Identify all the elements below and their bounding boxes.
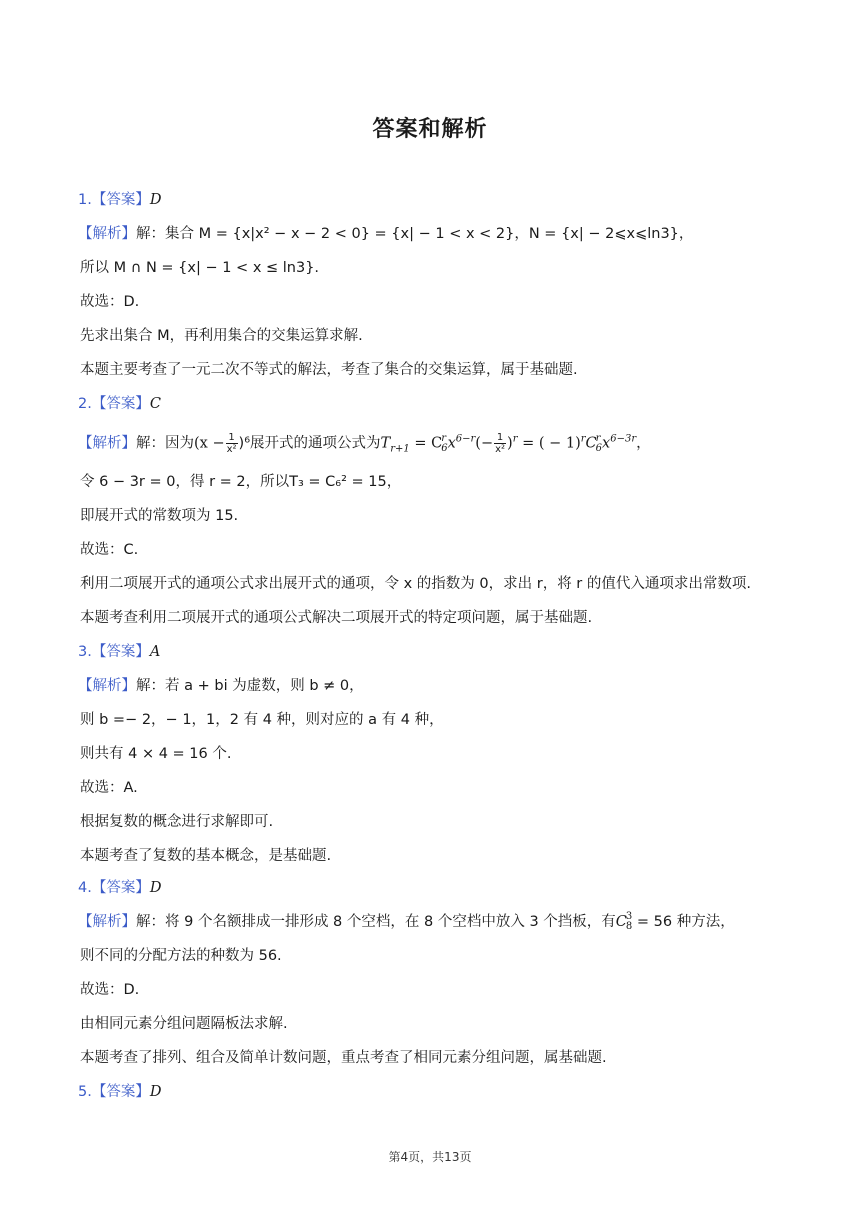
q3-analysis-line-1	[78, 676, 364, 696]
q4-answer: D	[149, 880, 162, 896]
q2-x-sup: 6−r	[455, 433, 476, 445]
q1-line-4: 先求出集合 M，再利用集合的交集运算求解.	[80, 328, 363, 344]
answer-tag: 【答案】	[91, 644, 150, 660]
q2-term-T-sub: r+1	[390, 443, 410, 455]
q2-line-4: 故选：C.	[80, 542, 139, 558]
q2-minus-one-sup: r	[580, 433, 586, 445]
q4-C: C	[615, 914, 627, 930]
q3-answer: A	[149, 644, 161, 660]
q3-line-2: 则 b =− 2，− 1，1，2 有 4 种，则对应的 a 有 4 种，	[80, 712, 444, 728]
q5-answer: D	[149, 1084, 162, 1100]
q2-neg-open: (−	[475, 435, 494, 452]
q4-number: 4.	[78, 880, 92, 896]
analysis-tag: 【解析】	[78, 678, 136, 694]
q2-fraction-2	[494, 432, 506, 455]
q1-text-1: 解：集合 M = {x|x² − x − 2 < 0} = {x| − 1 < x < 2}，N = {x| − 2⩽x⩽ln3}，	[136, 226, 694, 242]
q4-line-4: 由相同元素分组问题隔板法求解.	[80, 1016, 288, 1032]
q2-answer: C	[149, 396, 161, 412]
q4-text-1a: 解：将 9 个名额排成一排形成 8 个空档，在 8 个空档中放入 3 个挡板，有	[136, 914, 616, 930]
q2-minus-one: = ( − 1)	[517, 435, 581, 452]
fraction-denominator: x²	[226, 444, 237, 455]
sub: 8	[625, 921, 633, 932]
q3-line-3: 则共有 4 × 4 = 16 个.	[80, 746, 232, 762]
sub: 6	[441, 442, 448, 454]
answer-tag: 【答案】	[91, 192, 150, 208]
q1-analysis-line-1	[78, 224, 693, 244]
q4-line-3: 故选：D.	[80, 982, 140, 998]
q1-answer: D	[149, 192, 162, 208]
q2-x2: x	[602, 435, 611, 452]
q3-line-5: 根据复数的概念进行求解即可.	[80, 814, 274, 830]
answer-tag: 【答案】	[91, 1084, 150, 1100]
q1-line-5: 本题主要考查了一元二次不等式的解法，考查了集合的交集运算，属于基础题.	[80, 362, 578, 378]
q4-answer-line	[78, 878, 161, 898]
page-title: 答案和解析	[372, 117, 488, 142]
q2-eq-C: = C	[409, 435, 443, 452]
page-footer: 第4页，共13页	[388, 1150, 472, 1164]
q2-answer-line	[78, 394, 161, 414]
q4-line-5: 本题考查了排列、组合及简单计数问题，重点考查了相同元素分组问题，属基础题.	[80, 1050, 607, 1066]
q2-text-1a: 解：因为	[136, 435, 194, 452]
sub: 6	[595, 442, 603, 454]
q3-line-6: 本题考查了复数的基本概念，是基础题.	[80, 848, 332, 864]
answer-tag: 【答案】	[91, 396, 150, 412]
q3-text-1: 解：若 a + bi 为虚数，则 b ≠ 0，	[136, 678, 364, 694]
q2-line-3: 即展开式的常数项为 15.	[80, 508, 239, 524]
q3-answer-line	[78, 642, 160, 662]
q2-number: 2.	[78, 396, 92, 412]
q2-comma: ，	[636, 435, 651, 452]
q5-answer-line	[78, 1082, 161, 1102]
q2-x2-sup: 6−3r	[610, 433, 637, 445]
q2-text-1c: )⁶展开式的通项公式为	[238, 435, 381, 452]
q2-line-6: 本题考查利用二项展开式的通项公式解决二项展开式的特定项问题，属于基础题.	[80, 610, 593, 626]
q2-C2: C	[585, 435, 597, 452]
q4-analysis-line-1	[78, 912, 735, 932]
sup: r	[595, 432, 601, 444]
sup: 3	[625, 911, 633, 922]
fraction-numerator: 1	[226, 432, 238, 444]
q2-binomial-open: (x −	[194, 435, 225, 452]
answer-tag: 【答案】	[91, 880, 150, 896]
q1-line-2: 所以 M ∩ N = {x| − 1 < x ≤ ln3}.	[80, 260, 320, 276]
q4-text-1c: = 56 种方法，	[632, 914, 735, 930]
q2-analysis-line-1	[78, 432, 651, 455]
analysis-tag: 【解析】	[78, 914, 136, 930]
fraction-numerator: 1	[494, 432, 506, 444]
q3-number: 3.	[78, 644, 92, 660]
q2-fraction	[226, 432, 238, 455]
q5-number: 5.	[78, 1084, 92, 1100]
q1-answer-line	[78, 190, 161, 210]
q4-line-2: 则不同的分配方法的种数为 56.	[80, 948, 282, 964]
q2-close-sup: r	[512, 433, 518, 445]
q2-close: )	[507, 435, 513, 452]
q1-number: 1.	[78, 192, 92, 208]
q3-line-4: 故选：A.	[80, 780, 138, 796]
q2-term-T: T	[380, 435, 391, 452]
q1-line-3: 故选：D.	[80, 294, 140, 310]
analysis-tag: 【解析】	[78, 435, 136, 452]
sup: r	[441, 432, 446, 444]
q2-x: x	[447, 435, 456, 452]
analysis-tag: 【解析】	[78, 226, 136, 242]
fraction-denominator: x²	[495, 444, 506, 455]
q2-line-2: 令 6 − 3r = 0，得 r = 2，所以T₃ = C₆² = 15，	[80, 474, 402, 490]
q2-line-5: 利用二项展开式的通项公式求出展开式的通项，令 x 的指数为 0，求出 r，将 r 的值代入通项求出常数项.	[80, 576, 751, 592]
